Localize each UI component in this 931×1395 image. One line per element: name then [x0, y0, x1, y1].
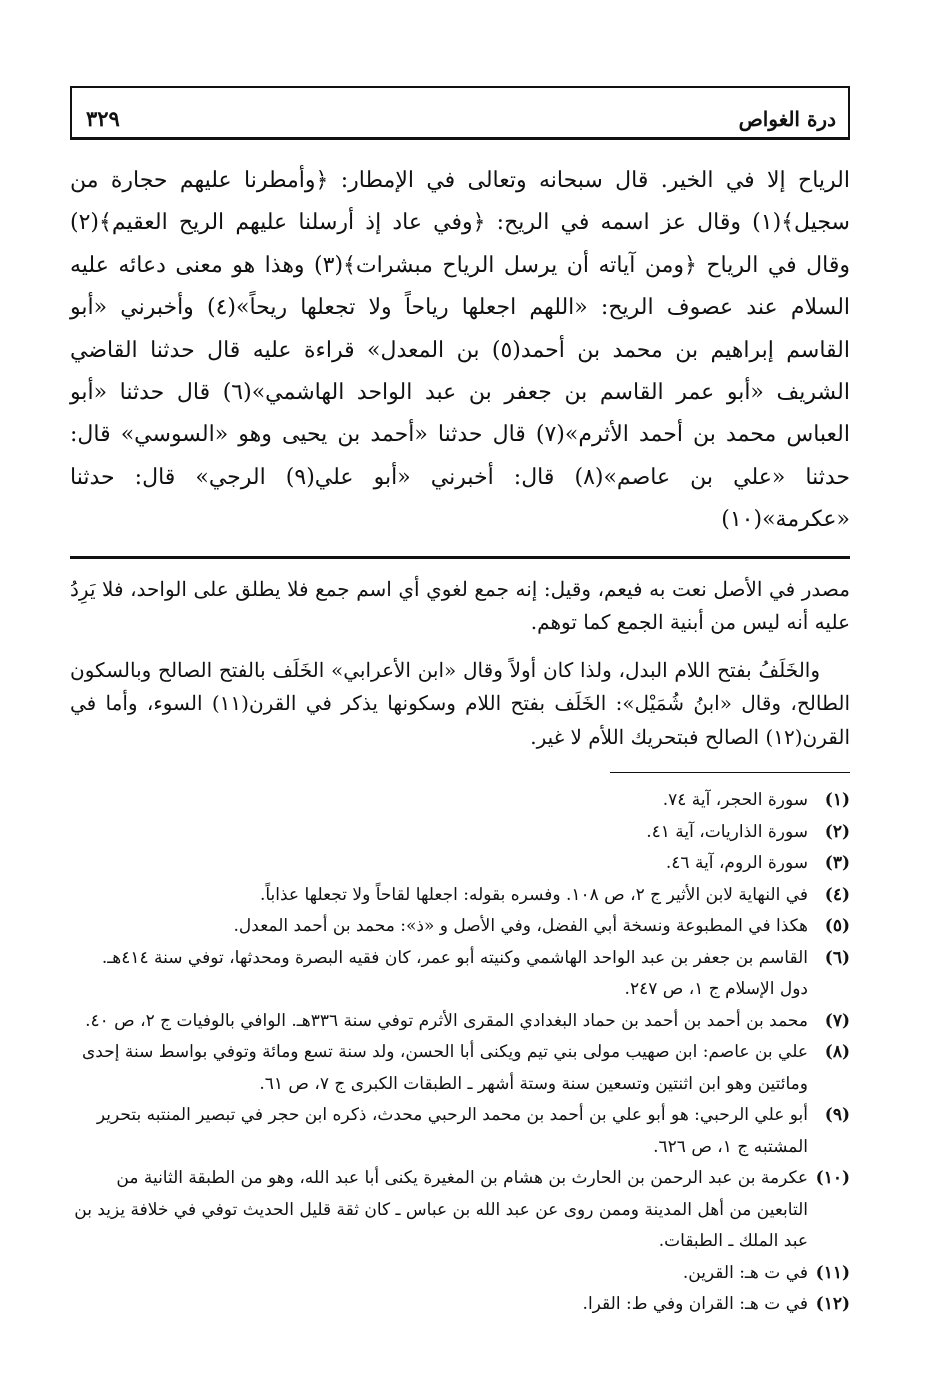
commentary-paragraph: والخَلَفُ بفتح اللام البدل، ولذا كان أولاً وقال «ابن الأعرابي» الخَلَف بالفتح الصالح وبالسكون الطالح، وقال «ابنُ شُمَيْل»: الخَلَف بفتح اللام وسكونها يذكر في القرن(١١) السوء، وأما في القرن(١٢) الصالح فبتحريك اللأم لا غير.	[70, 657, 850, 749]
footnote-number: (١٠)	[815, 1168, 850, 1189]
footnote-number: (٤)	[824, 884, 850, 905]
page-number: ٣٢٩	[86, 106, 120, 131]
main-paragraph: الرياح إلا في الخير. قال سبحانه وتعالى في الإمطار: ﴿وأمطرنا عليهم حجارة من سجيل﴾(١) وقال عز اسمه في الريح: ﴿وفي عاد إذ أرسلنا عليهم الريح العقيم﴾(٢) وقال في الرياح ﴿ومن آياته أن يرسل الرياح مبشرات﴾(٣) وهذا هو معنى دعائه عليه السلام عند عصوف الريح: «اللهم اجعلها رياحاً ولا تجعلها ريحاً»(٤) وأخبرني «أبو القاسم إبراهيم بن محمد بن أحمد(٥) بن المعدل» قراءة عليه قال حدثنا القاضي الشريف «أبو عمر القاسم بن جعفر بن عبد الواحد الهاشمي»(٦) قال حدثنا «أبو العباس محمد بن أحمد الأثرم»(٧) قال حدثنا «أحمد بن يحيى وهو «السوسي» قال: حدثنا «علي بن عاصم»(٨) قال: أخبرني «أبو علي(٩) الرجي» قال: حدثنا «عكرمة»(١٠)	[70, 168, 851, 533]
footnote-text: أبو علي الرحبي: هو أبو علي بن أحمد بن محمد الرحبي محدث، ذكره ابن حجر في تبصير المنتبه بتحرير المشتبه ج ١، ص ٦٢٦.	[96, 1105, 808, 1157]
footnote-divider	[610, 772, 850, 773]
footnote-text: في ت هـ: القرين.	[682, 1262, 808, 1283]
footnote-number: (٦)	[824, 947, 850, 968]
footnote-text: هكذا في المطبوعة ونسخة أبي الفضل، وفي الأصل و «ذ»: محمد بن أحمد المعدل.	[233, 916, 808, 937]
footnote-number: (٥)	[824, 916, 850, 937]
footnote-number: (٨)	[824, 1042, 850, 1063]
footnote-text: في ت هـ: القران وفي ط: القرا.	[582, 1294, 808, 1315]
footnote-text: سورة الحجر، آية ٧٤.	[662, 790, 808, 811]
footnote	[70, 1258, 850, 1290]
footnote	[70, 785, 850, 817]
footnote-text: القاسم بن جعفر بن عبد الواحد الهاشمي وكنيته أبو عمر، كان فقيه البصرة ومحدثها، توفي سنة ٤١٤هـ. دول الإسلام ج ١، ص ٢٤٧.	[101, 947, 808, 1000]
running-title: درة الغواص	[738, 107, 836, 131]
footnote-text: سورة الروم، آية ٤٦.	[665, 853, 808, 874]
footnote	[70, 1163, 850, 1258]
main-text	[70, 160, 850, 542]
footnote-number: (١٢)	[815, 1294, 850, 1315]
commentary-section	[70, 573, 850, 755]
footnote-text: محمد بن أحمد بن أحمد بن حماد البغدادي المقرى الأثرم توفي سنة ٣٣٦هـ. الوافي بالوفيات ج ٢، ص ٤٠.	[85, 1010, 808, 1031]
footnote-text: عكرمة بن عبد الرحمن بن الحارث بن هشام بن المغيرة يكنى أبا عبد الله، وهو من الطبقة الثانية من التابعين من أهل المدينة وممن روى عن عبد الله بن عباس ـ كان ثقة قليل الحديث توفي في خلافة يزيد بن عبد الملك ـ الطبقات.	[74, 1168, 808, 1252]
footnote	[70, 1037, 850, 1100]
footnote-text: في النهاية لابن الأثير ج ٢، ص ١٠٨. وفسره بقوله: اجعلها لقاحاً ولا تجعلها عذاباً.	[259, 884, 808, 905]
footnote-text: سورة الذاريات، آية ٤١.	[646, 821, 808, 842]
running-header	[70, 86, 850, 140]
footnote-number: (٩)	[824, 1105, 850, 1126]
footnote-number: (١١)	[815, 1262, 850, 1283]
footnote	[70, 1006, 850, 1038]
footnote-list	[70, 785, 850, 1321]
footnote-number: (٢)	[824, 821, 850, 842]
footnote	[70, 848, 850, 880]
book-page	[70, 86, 850, 1321]
footnote	[70, 943, 850, 1006]
footnote-text: علي بن عاصم: ابن صهيب مولى بني تيم ويكنى أبا الحسن، ولد سنة تسع ومائة وتوفي بواسط سنة إحدى ومائتين وهو ابن اثنتين وتسعين سنة وستة أشهر ـ الطبقات الكبرى ج ٧، ص ٦١.	[81, 1042, 808, 1094]
footnote	[70, 1289, 850, 1321]
commentary-paragraph: مصدر في الأصل نعت به فيعم، وقيل: إنه جمع لغوي أي اسم جمع فلا يطلق على الواحد، فلا يَرِدُ عليه أنه ليس من أبنية الجمع كما توهم.	[70, 576, 850, 635]
footnote	[70, 1100, 850, 1163]
footnote	[70, 911, 850, 943]
footnote	[70, 817, 850, 849]
main-text-divider	[70, 556, 850, 559]
footnote-number: (١)	[824, 790, 850, 811]
footnote	[70, 880, 850, 912]
footnote-number: (٧)	[824, 1010, 850, 1031]
footnote-number: (٣)	[824, 853, 850, 874]
